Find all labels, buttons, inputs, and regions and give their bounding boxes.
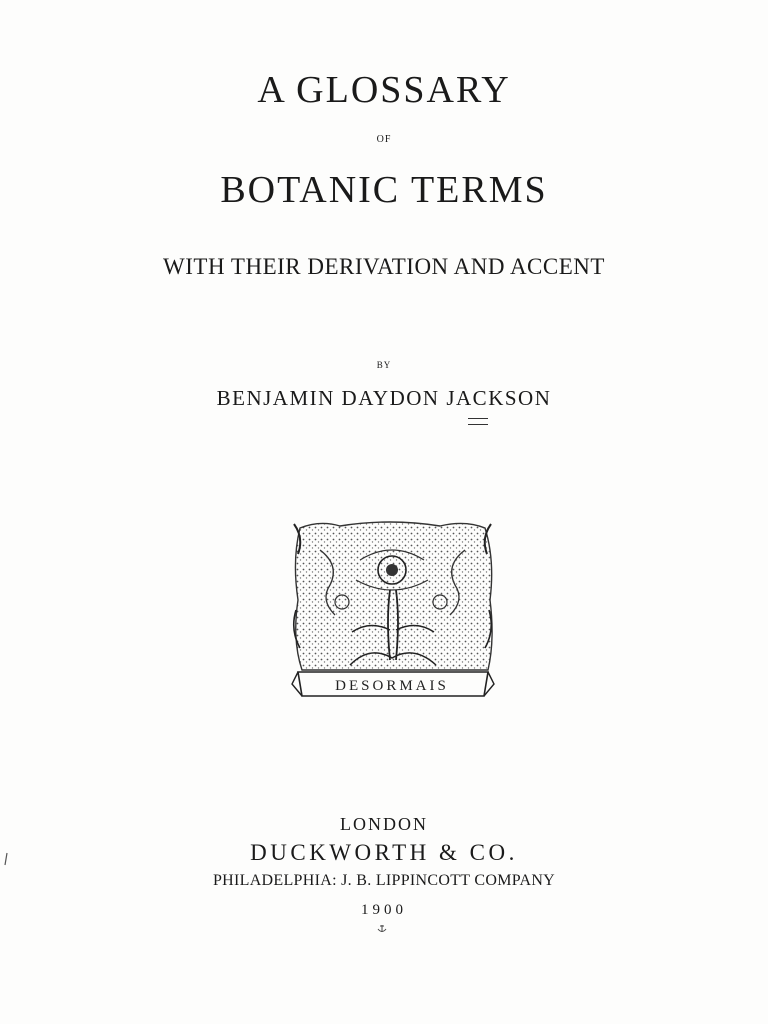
subtitle: WITH THEIR DERIVATION AND ACCENT xyxy=(163,254,605,279)
title-line-2: BOTANIC TERMS xyxy=(220,169,548,211)
imprint-city: LONDON xyxy=(340,814,428,834)
author-name: BENJAMIN DAYDON JACKSON xyxy=(216,386,552,410)
imprint-co-publisher: PHILADELPHIA: J. B. LIPPINCOTT COMPANY xyxy=(212,872,556,889)
anchor-ornament-icon xyxy=(376,924,388,934)
title-line-1: A GLOSSARY xyxy=(257,69,511,111)
author-underline-mark xyxy=(468,418,488,425)
margin-mark-icon xyxy=(3,852,9,866)
imprint-year: 1900 xyxy=(361,902,407,918)
title-connector: OF xyxy=(376,134,392,145)
tree-emblem-icon xyxy=(290,520,495,705)
imprint-publisher: DUCKWORTH & CO. xyxy=(250,840,518,865)
by-label: BY xyxy=(376,360,392,370)
emblem-motto: DESORMAIS xyxy=(335,678,449,694)
